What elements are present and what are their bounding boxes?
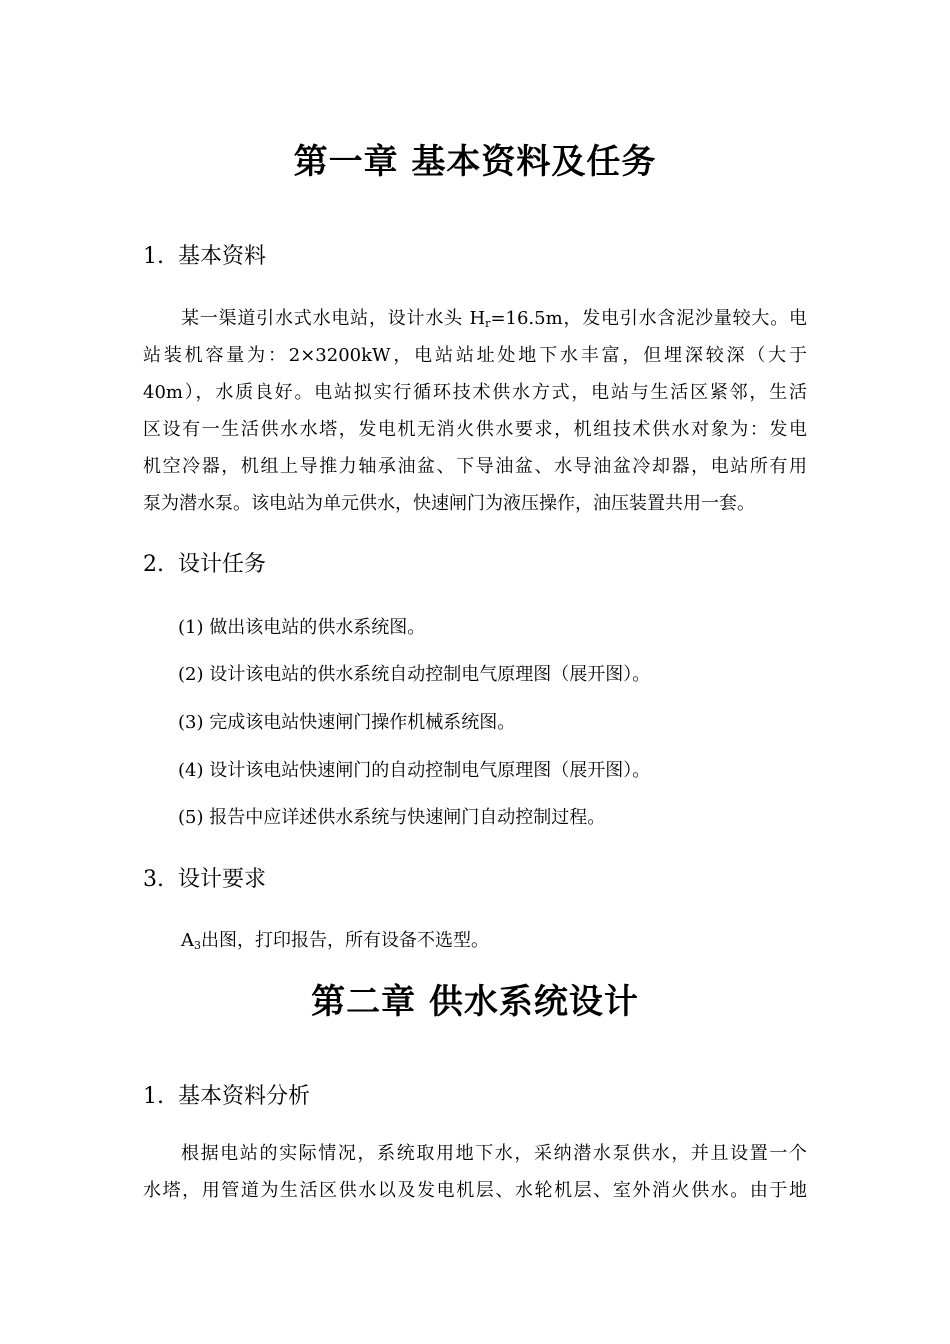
paragraph-line-3: 40m），水质良好。电站拟实行循环技术供水方式，电站与生活区紧邻，生活 bbox=[143, 382, 807, 403]
design-requirement-text: $A_3$出图，打印报告，所有设备不选型。 bbox=[181, 930, 489, 952]
chapter-2-title: 第二章 供水系统设计 bbox=[311, 982, 639, 1022]
task-item-3: (3) 完成该电站快速闸门操作机械系统图。 bbox=[178, 712, 516, 733]
chapter-1-title: 第一章 基本资料及任务 bbox=[293, 142, 657, 182]
section-number: 1. bbox=[143, 1084, 164, 1109]
task-item-2: (2) 设计该电站的供水系统自动控制电气原理图（展开图）。 bbox=[178, 664, 651, 685]
section-title: 基本资料分析 bbox=[178, 1084, 311, 1109]
paragraph-line-1: 根据电站的实际情况，系统取用地下水，采纳潜水泵供水，并且设置一个 bbox=[181, 1143, 807, 1164]
paragraph-line-1: 某一渠道引水式水电站，设计水头 $H_r=16.5m$，发电引水含泥沙量较大。电 bbox=[181, 308, 808, 330]
task-item-1: (1) 做出该电站的供水系统图。 bbox=[178, 617, 426, 638]
task-item-5: (5) 报告中应详述供水系统与快速闸门自动控制过程。 bbox=[178, 807, 606, 828]
section-1-3-heading bbox=[143, 865, 266, 895]
section-title: 设计要求 bbox=[178, 867, 267, 892]
paragraph-line-6: 泵为潜水泵。该电站为单元供水，快速闸门为液压操作，油压装置共用一套。 bbox=[143, 493, 755, 514]
section-1-2-heading bbox=[143, 550, 266, 580]
section-2-1-heading bbox=[143, 1082, 310, 1112]
paragraph-line-2: 站装机容量为：2×3200kW，电站站址处地下水丰富，但埋深较深（大于 bbox=[143, 345, 807, 366]
paragraph-line-5: 机空冷器，机组上导推力轴承油盆、下导油盆、水导油盆冷却器，电站所有用 bbox=[143, 456, 807, 477]
task-item-4: (4) 设计该电站快速闸门的自动控制电气原理图（展开图）。 bbox=[178, 760, 651, 781]
head-symbol: $H_r$ bbox=[469, 308, 491, 330]
paragraph-line-4: 区设有一生活供水水塔，发电机无消火供水要求，机组技术供水对象为：发电 bbox=[143, 419, 807, 440]
paragraph-line-2: 水塔，用管道为生活区供水以及发电机层、水轮机层、室外消火供水。由于地 bbox=[143, 1180, 807, 1201]
section-number: 1. bbox=[143, 244, 164, 269]
section-number: 2. bbox=[143, 552, 164, 577]
section-number: 3. bbox=[143, 867, 164, 892]
section-title: 基本资料 bbox=[178, 244, 267, 269]
section-1-1-heading bbox=[143, 242, 266, 272]
basic-info-paragraph bbox=[143, 300, 807, 522]
section-title: 设计任务 bbox=[178, 552, 267, 577]
analysis-paragraph bbox=[143, 1135, 807, 1209]
